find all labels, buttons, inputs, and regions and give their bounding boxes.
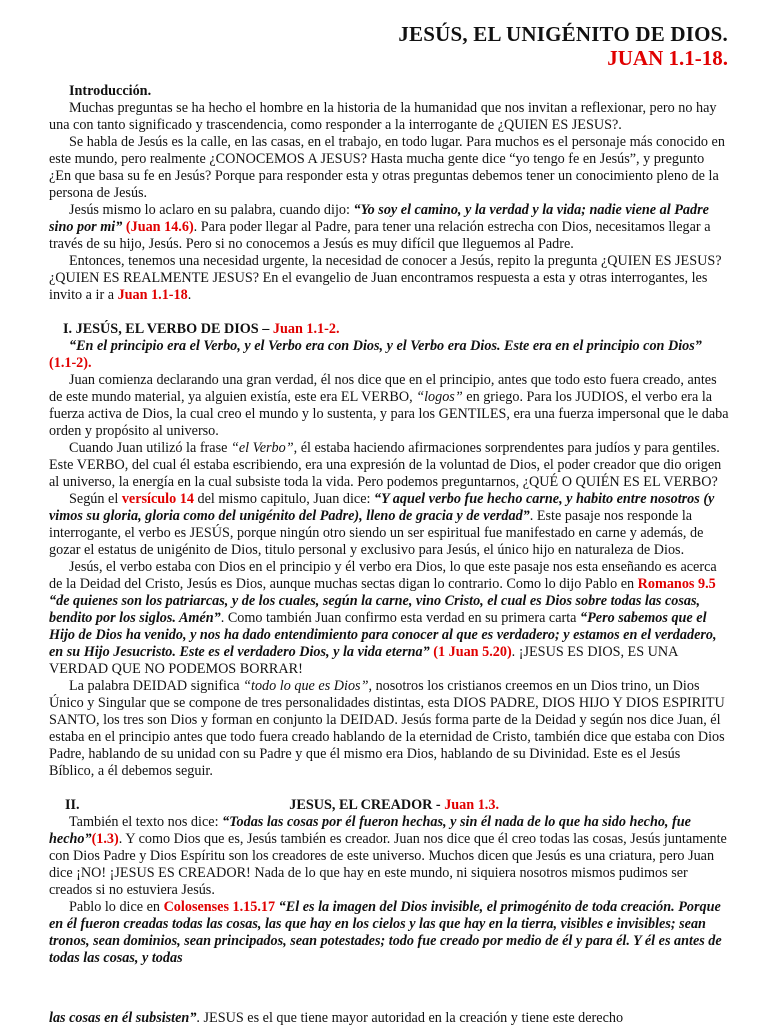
italic-term: “logos”: [416, 389, 463, 405]
scripture-quote: “Y aquel verbo fue hecho carne, y habito entre nosotros (y vimos su gloria, gloria como del unigénito del Padre), lleno de gracia y de verdad”: [49, 491, 715, 524]
text: También el texto nos dice:: [69, 814, 223, 830]
section-1-paragraph-1: [49, 372, 729, 440]
title-block: [398, 22, 728, 70]
text: Cuando Juan utilizó la frase: [69, 440, 231, 456]
text: . JESUS es el que tiene mayor autoridad en la creación y tiene este derecho: [196, 1010, 624, 1026]
scripture-reference: (1.1-2).: [49, 355, 92, 371]
section-1-paragraph-2: [49, 440, 729, 491]
italic-term: “el Verbo”: [230, 440, 294, 456]
text: Jesús, el verbo estaba con Dios en el principio y él verbo era Dios, lo que este pasaje nos esta enseñando es acerca de la Deidad del Cristo, Jesús es Dios, aunque muchas sectas digan lo contrario. Como lo dijo Pablo en: [49, 559, 717, 592]
italic-term: “todo lo que es Dios”: [243, 678, 369, 694]
scripture-quote: “Todas las cosas por él fueron hechas, y sin él nada de lo que ha sido hecho, fue hecho”: [49, 814, 691, 847]
section-2-paragraph-2: [49, 899, 729, 967]
scripture-reference: versículo 14: [121, 491, 194, 507]
heading-text: JESUS, EL CREADOR -: [289, 797, 445, 813]
scripture-quote: “de quienes son los patriarcas, y de los cuales, según la carne, vino Cristo, el cual es Dios sobre todas las cosas, bendito por los siglos. Amén”: [49, 593, 701, 626]
scripture-quote: las cosas en él subsisten”: [49, 1010, 197, 1026]
intro-paragraph-3: [49, 202, 729, 253]
continued-line: [49, 1010, 729, 1027]
section-1-heading: [49, 321, 729, 338]
section-1-paragraph-3: [49, 491, 729, 559]
scripture-reference: (Juan 14.6): [122, 219, 194, 235]
scripture-reference: Romanos 9.5: [637, 576, 716, 592]
text: del mismo capitulo, Juan dice:: [193, 491, 374, 507]
scripture-quote: “Pero sabemos que el Hijo de Dios ha venido, y nos ha dado entendimiento para conocer al que es verdadero; y estamos en el verdadero, en su Hijo Jesucristo. Este es el verdadero Dios, y la vida eterna”: [49, 610, 717, 660]
section-1-paragraph-4: [49, 559, 729, 678]
text: . Y como Dios que es, Jesús también es creador. Juan nos dice que él creo todas las cosas, Jesús juntamente con Dios Padre y Dios Espíritu son los creadores de este universo. Muchos dicen que Jesús es una criatura, pero Juan dice ¡NO! ¡JESUS ES CREADOR! Nada de lo que hay en este mundo, ni siquiera nosotros mismos pudimos ser creados si no estuviera Jesús.: [49, 831, 727, 898]
text: . ¡JESUS ES DIOS, ES UNA VERDAD QUE NO PODEMOS BORRAR!: [49, 644, 678, 677]
scripture-reference: (1.3): [91, 831, 119, 847]
scripture-quote: “Yo soy el camino, y la verdad y la vida; nadie viene al Padre sino por mi”: [49, 202, 709, 235]
section-1-quote: [49, 338, 729, 372]
intro-paragraph-4: [49, 253, 729, 304]
text: Pablo lo dice en: [69, 899, 164, 915]
section-1-paragraph-5: [49, 678, 729, 780]
intro-heading: Introducción.: [69, 83, 152, 99]
intro-paragraph-1: Muchas preguntas se ha hecho el hombre en la historia de la humanidad que nos invitan a reflexionar, pero no hay una con tanto significado y trascendencia, como responder a la interrogante de ¿QUIEN ES JESUS?.: [49, 100, 717, 133]
text: en griego. Para los JUDIOS, el verbo era la fuerza activa de Dios, la cual creo el mundo y lo sustenta, y para los GENTILES, era una fuerza impersonal que le daba orden y propósito al universo.: [49, 389, 729, 439]
section-number: II.: [65, 797, 80, 813]
text: Según el: [69, 491, 122, 507]
section-2-paragraph-1: [49, 814, 729, 899]
text: La palabra DEIDAD significa: [69, 678, 244, 694]
text: Juan comienza declarando una gran verdad, él nos dice que en el principio, antes que todo esto fuera creado, antes de este mundo material, ya alguien existía, este era EL VERBO,: [49, 372, 717, 405]
text: , nosotros los cristianos creemos en un Dios trino, un Dios Único y Singular que se compone de tres personalidades distintas, esta DIOS PADRE, DIOS HIJO Y DIOS ESPIRITU SANTO, los tres son Dios y forman en conjunto la DEIDAD. Jesús forma parte de la Deidad y según nos dice Juan, él estaba en el principio antes que todo fuera creado hablando de la eternidad de Cristo, también dice que estaba con Dios Padre, hablando de su unidad con su Padre y que él mismo era Dios, hablando de su Divinidad. Este es el Jesús Bíblico, a él debemos seguir.: [49, 678, 725, 779]
intro-paragraph-2: Se habla de Jesús es la calle, en las casas, en el trabajo, en todo lugar. Para muchos es el personaje más conocido en este mundo, pero realmente ¿CONOCEMOS A JESUS? Hasta mucha gente dice “yo tengo fe en Jesús”, y pregunto ¿En que basa su fe en Jesús? Porque para responder esta y otras preguntas debemos tener un conocimiento pleno de la persona de Jesús.: [49, 134, 725, 201]
scripture-reference: Colosenses 1.15.17: [163, 899, 276, 915]
heading-text: I. JESÚS, EL VERBO DE DIOS –: [63, 321, 273, 337]
section-2-heading: [49, 797, 729, 814]
scripture-reference: (1 Juan 5.20): [429, 644, 512, 660]
scripture-reference: Juan 1.1-18: [117, 287, 188, 303]
scripture-reference: Juan 1.3.: [444, 797, 499, 813]
document-body: [49, 83, 729, 967]
text: . Para poder llegar al Padre, para tener una relación estrecha con Dios, necesitamos llegar a través de su hijo, Jesús. Pero si no conocemos a Jesús es muy difícil que lleguemos al Padre.: [49, 219, 711, 252]
scripture-quote: “En el principio era el Verbo, y el Verbo era con Dios, y el Verbo era Dios. Este era en el principio con Dios”: [69, 338, 702, 354]
text: . Este pasaje nos responde la interrogante, el verbo es JESÚS, porque ningún otro siendo un ser espiritual fue manifestado en carne y además, de gozar el estatus de unigénito de Dios, titulo personal y exclusivo para Jesús, el único hijo en naturaleza de Dios.: [49, 508, 704, 558]
scripture-quote: “El es la imagen del Dios invisible, el primogénito de toda creación. Porque en él fueron creadas todas las cosas, las que hay en los cielos y las que hay en la tierra, visibles e invisibles; sean tronos, sean dominios, sean principados, sean potestades; todo fue creado por medio de él y para él. Y él es antes de todas las cosas, y todas: [49, 899, 722, 966]
page-subtitle-reference: JUAN 1.1-18.: [607, 46, 728, 70]
text: . Como también Juan confirmo esta verdad en su primera carta: [220, 610, 581, 626]
scripture-reference: Juan 1.1-2.: [272, 321, 340, 337]
text: , él estaba haciendo afirmaciones sorprendentes para judíos y para gentiles. Este VERBO, del cual él estaba escribiendo, era una expresión de la voluntad de Dios, el poder creador que dio origen al universo, la energía en la cual subsiste toda la vida. Pero podemos preguntarnos, ¿QUÉ O QUIÉN ES EL VERBO?: [49, 440, 722, 490]
text: Entonces, tenemos una necesidad urgente, la necesidad de conocer a Jesús, repito la pregunta ¿QUIEN ES JESUS? ¿QUIEN ES REALMENTE JESUS? En el evangelio de Juan encontramos respuesta a esta y otras interrogantes, les invito a ir a: [49, 253, 722, 303]
text: .: [187, 287, 192, 303]
section-title: [289, 797, 499, 814]
page-title: JESÚS, EL UNIGÉNITO DE DIOS.: [398, 22, 728, 46]
text: Jesús mismo lo aclaro en su palabra, cuando dijo:: [69, 202, 354, 218]
